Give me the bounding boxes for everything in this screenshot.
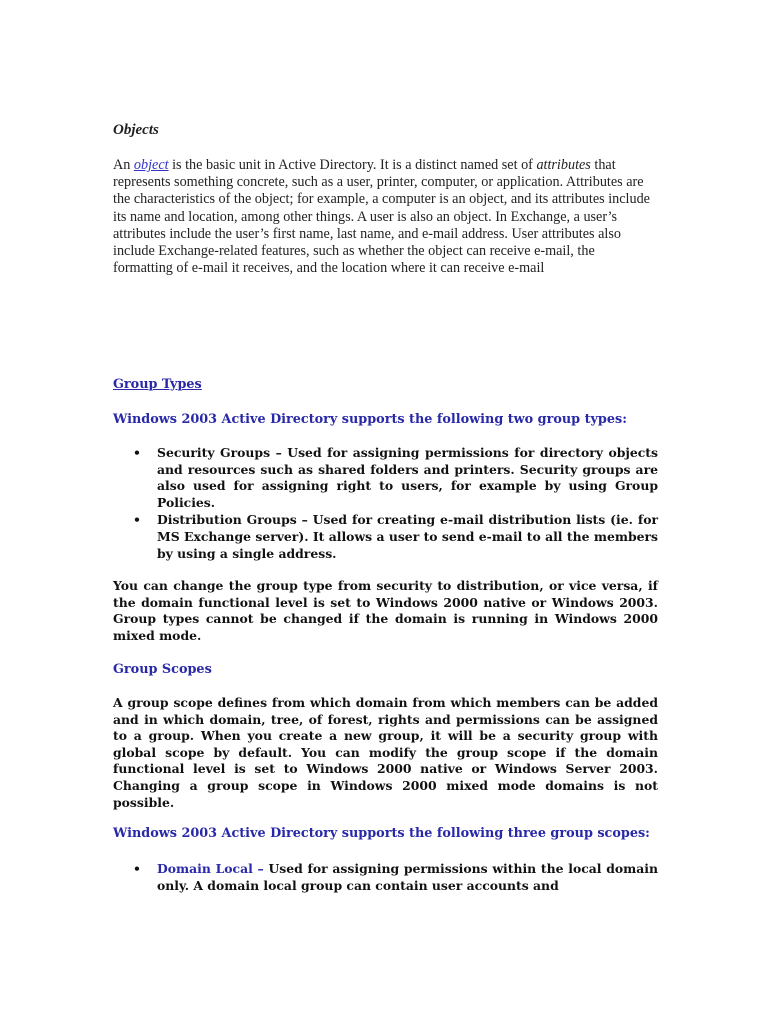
group-types-list — [113, 445, 658, 563]
list-item — [113, 512, 658, 562]
bullet-icon: • — [133, 445, 141, 460]
object-link[interactable]: object — [133, 157, 169, 173]
group-scopes-paragraph: A group scope defines from which domain from which members can be added and in which domain, tree, of forest, rights and permissions can be assigned to a group. When you create a new group, it will be a security group with global scope by default. You can modify the group scope if the domain functional level is set to Windows 2000 native or Windows Server 2003. Changing a group scope in Windows 2000 mixed mode domains is not possible. — [113, 695, 658, 810]
bullet-text: Distribution Groups – Used for creating e-mail distribution lists (ie. for MS Exchange server). It allows a user to send e-mail to all the members by using a single address. — [157, 512, 658, 561]
list-item — [113, 861, 658, 894]
list-item — [113, 445, 658, 511]
objects-heading: Objects — [113, 122, 159, 138]
group-scopes-heading: Group Scopes — [113, 662, 212, 677]
group-scopes-list — [113, 861, 658, 895]
domain-local-term: Domain Local – — [157, 861, 264, 876]
objects-paragraph — [113, 157, 658, 277]
group-types-heading-text: Group Types — [113, 377, 202, 392]
bullet-icon: • — [133, 861, 141, 876]
objects-para-rest: that represents something concrete, such as a user, printer, computer, or application. Attributes are the characteristics of the object; for example, a computer is an object, and its attributes include its name and location, among other things. A user is also an object. In Exchange, a user’s attributes include the user’s first name, last name, and e-mail address. User attributes also include Exchange-related features, such as whether the object can receive e-mail, the formatting of e-mail it receives, and the location where it can receive e-mail — [113, 157, 650, 277]
objects-para-lead: An — [113, 157, 134, 173]
group-type-change-paragraph: You can change the group type from security to distribution, or vice versa, if the domain functional level is set to Windows 2000 native or Windows 2003. Group types cannot be changed if the domain is running in Windows 2000 mixed mode. — [113, 578, 658, 643]
group-types-intro: Windows 2003 Active Directory supports the following two group types: — [113, 412, 627, 427]
domain-local-text: Used for assigning permissions within the local domain only. A domain local group can contain user accounts and — [157, 861, 658, 893]
bullet-icon: • — [133, 512, 141, 528]
bullet-text: Security Groups – Used for assigning permissions for directory objects and resources such as shared folders and printers. Security groups are also used for assigning right to users, for example by using Group Policies. — [157, 445, 658, 510]
group-scopes-intro: Windows 2003 Active Directory supports the following three group scopes: — [113, 826, 650, 841]
group-types-heading[interactable] — [113, 377, 202, 392]
attributes-italic: attributes — [536, 157, 591, 173]
objects-para-mid: is the basic unit in Active Directory. It is a distinct named set of — [168, 157, 537, 173]
